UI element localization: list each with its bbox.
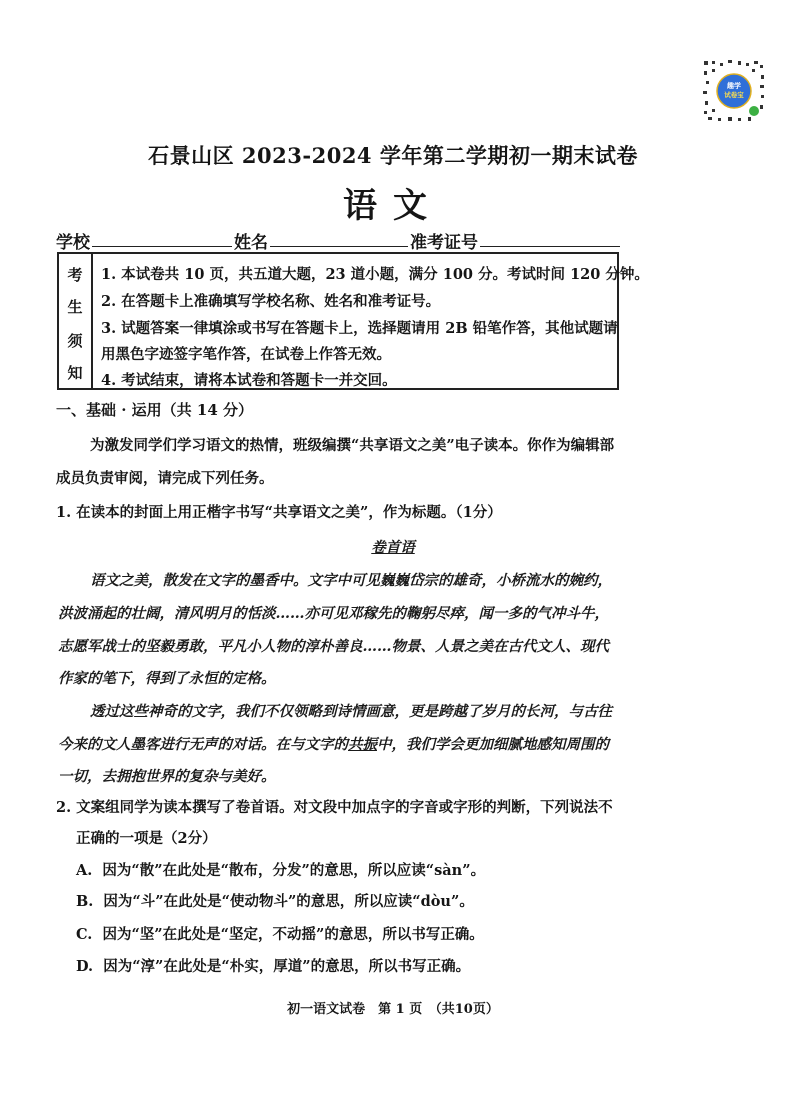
option-d: D. 因为“淳”在此处是“朴实，厚道”的意思，所以书写正确。 bbox=[76, 958, 471, 975]
preface-line: 透过这些神奇的文字，我们不仅领略到诗情画意，更是跨越了岁月的长河，与古往 bbox=[90, 703, 612, 720]
name-field[interactable] bbox=[270, 246, 408, 247]
notice-item: 2. 在答题卡上准确填写学校名称、姓名和准考证号。 bbox=[101, 293, 441, 310]
underlined-word: 共振 bbox=[348, 736, 377, 753]
notice-side-char: 考 bbox=[67, 266, 83, 284]
section-heading: 一、基础 · 运用（共 14 分） bbox=[56, 401, 253, 419]
question-2-stem: 2. 文案组同学为读本撰写了卷首语。对文段中加点字的字音或字形的判断，下列说法不 bbox=[56, 799, 613, 816]
qr-label-2: 试卷宝 bbox=[724, 91, 744, 99]
preface-line: 语文之美，散发在文字的墨香中。文字中可见巍巍岱宗的雄奇，小桥流水的婉约， bbox=[90, 572, 612, 589]
id-field[interactable] bbox=[480, 246, 620, 247]
notice-item: 4. 考试结束，请将本试卷和答题卡一并交回。 bbox=[101, 372, 397, 389]
exam-title: 石景山区 2023-2024 学年第二学期初一期末试卷 bbox=[148, 143, 638, 168]
student-info-line bbox=[56, 226, 621, 254]
qr-code bbox=[700, 57, 768, 125]
qr-label-1: 趣学 bbox=[727, 82, 741, 90]
preface-line: 洪波涌起的壮阔，清风明月的恬淡……亦可见邓稼先的鞠躬尽瘁，闻一多的气冲斗牛， bbox=[58, 605, 609, 622]
notice-box bbox=[57, 252, 649, 390]
school-label: 学校 bbox=[56, 233, 90, 253]
id-label: 准考证号 bbox=[410, 233, 478, 253]
preface-line: 一切，去拥抱世界的复杂与美好。 bbox=[58, 768, 276, 785]
name-label: 姓名 bbox=[234, 233, 268, 253]
question-2-stem: 正确的一项是（2分） bbox=[76, 830, 217, 847]
notice-side-char: 须 bbox=[67, 332, 83, 350]
option-b: B. 因为“斗”在此处是“使动物斗”的意思，所以应读“dòu”。 bbox=[76, 893, 474, 910]
notice-item: 用黑色字迹签字笔作答，在试卷上作答无效。 bbox=[101, 346, 391, 363]
intro-line: 为激发同学们学习语文的热情，班级编撰“共享语文之美”电子读本。你作为编辑部 bbox=[90, 437, 615, 454]
notice-item: 1. 本试卷共 10 页，共五道大题，23 道小题，满分 100 分。考试时间 120 分钟。 bbox=[101, 266, 649, 283]
option-c: C. 因为“坚”在此处是“坚定，不动摇”的意思，所以书写正确。 bbox=[76, 926, 484, 943]
preface-title: 卷首语 bbox=[371, 539, 415, 556]
notice-side-char: 知 bbox=[67, 364, 83, 382]
page-footer: 初一语文试卷 第 1 页 （共10页） bbox=[287, 1002, 499, 1017]
preface-line: 今来的文人墨客进行无声的对话。在与文字的共振中，我们学会更加细腻地感知周围的 bbox=[58, 736, 609, 753]
intro-line: 成员负责审阅，请完成下列任务。 bbox=[56, 470, 274, 487]
notice-item: 3. 试题答案一律填涂或书写在答题卡上，选择题请用 2B 铅笔作答，其他试题请 bbox=[101, 320, 618, 337]
notice-side-char: 生 bbox=[67, 298, 83, 316]
preface-line: 志愿军战士的坚毅勇敢，平凡小人物的淳朴善良……物景、人景之美在古代文人、现代 bbox=[58, 638, 609, 655]
question-1: 1. 在读本的封面上用正楷字书写“共享语文之美”，作为标题。（1分） bbox=[56, 504, 502, 521]
preface-line: 作家的笔下，得到了永恒的定格。 bbox=[58, 670, 276, 687]
subject-title: 语文 bbox=[343, 186, 443, 226]
school-field[interactable] bbox=[92, 246, 232, 247]
option-a: A. 因为“散”在此处是“散布，分发”的意思，所以应读“sàn”。 bbox=[76, 862, 486, 879]
